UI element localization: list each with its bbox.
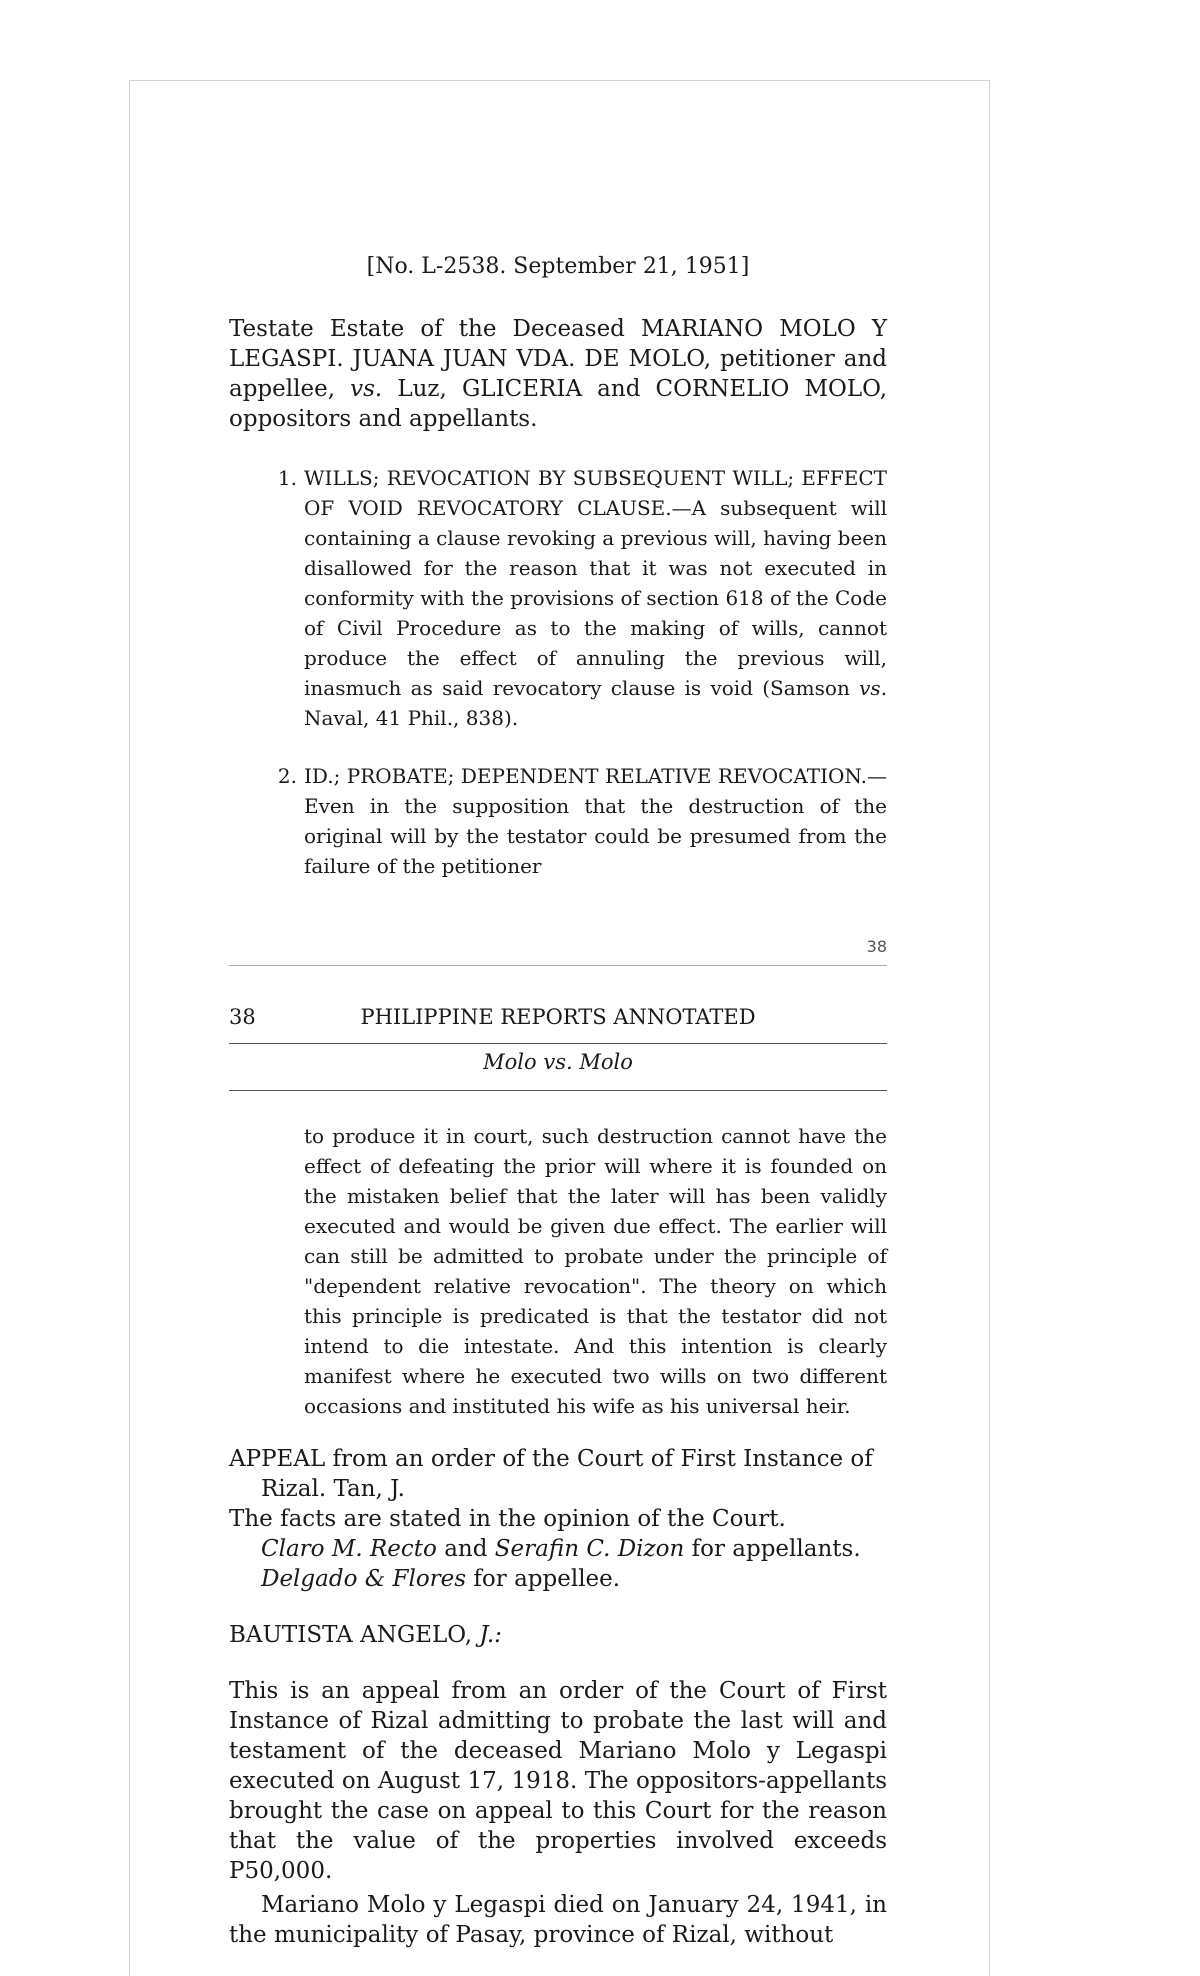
case-title-vs: vs. (350, 376, 383, 402)
case-short-a: Molo (483, 1050, 544, 1074)
opinion-body (229, 1676, 887, 1954)
case-title-part2: Luz, GLICERIA and CORNELIO MOLO, oppositors and appellants. (229, 376, 888, 432)
counsel-name: Delgado & Flores (261, 1566, 467, 1592)
syllabus-vs: vs. (859, 676, 887, 700)
header-rule (229, 1043, 887, 1044)
ponente-title: J.: (479, 1622, 502, 1648)
docket-number: [No. L-2538. September 21, 1951] (366, 254, 750, 279)
running-header (229, 1005, 887, 1029)
opinion-paragraph: This is an appeal from an order of the Court of First Instance of Rizal admitting to probate the last will and testament of the deceased Mariano Molo y Legaspi executed on August 17, 1918. The oppositors-appellants brought the case on appeal to this Court for the reason that the value of the properties involved exceeds P50,000. (229, 1678, 887, 1884)
case-title (229, 314, 887, 434)
footer-page-number: 38 (866, 937, 887, 956)
running-case-name (229, 1050, 887, 1074)
syllabus-text-a: WILLS; REVOCATION BY SUBSEQUENT WILL; EFFECT OF VOID REVOCATORY CLAUSE.—A subsequent will containing a clause revoking a previous will, having been disallowed for the reason that it was not executed in conformity with the provisions of section 618 of the Code of Civil Procedure as to the making of wills, cannot produce the effect of annuling the previous will, inasmuch as said revocatory clause is void (Samson (304, 466, 887, 700)
page-break-divider (229, 965, 887, 966)
running-title: PHILIPPINE REPORTS ANNOTATED (360, 1005, 756, 1029)
syllabus-number: 2. (277, 764, 297, 788)
syllabus-text (304, 463, 887, 733)
counsel-role: for appellants. (684, 1536, 861, 1562)
counsel-and: and (436, 1536, 495, 1562)
syllabus-text: ID.; PROBATE; DEPENDENT RELATIVE REVOCATION.—Even in the supposition that the destruction of the original will by the testator could be presumed from the failure of the petitioner (304, 764, 887, 878)
appeal-block (229, 1444, 887, 1594)
syllabus-item-2 (229, 761, 887, 881)
counsel-appellee (229, 1564, 887, 1594)
counsel-role: for appellee. (466, 1566, 621, 1592)
syllabus-number: 1. (277, 466, 297, 490)
ponente (229, 1622, 887, 1648)
counsel-appellants (229, 1534, 887, 1564)
appeal-line: APPEAL from an order of the Court of First Instance of Rizal. Tan, J. (229, 1446, 873, 1502)
facts-line: The facts are stated in the opinion of the Court. (229, 1506, 786, 1532)
counsel-name: Claro M. Recto (261, 1536, 437, 1562)
syllabus-text-b: Naval, 41 Phil., 838). (304, 706, 519, 730)
document-page (129, 80, 990, 1976)
syllabus-continued: to produce it in court, such destruction cannot have the effect of defeating the prior will where it is founded on the mistaken belief that the later will has been validly executed and would be given due effect. The earlier will can still be admitted to probate under the principle of "dependent relative revocation". The theory on which this principle is predicated is that the testator did not intend to die intestate. And this intention is clearly manifest where he executed two wills on two different occasions and instituted his wife as his universal heir. (304, 1124, 887, 1418)
ponente-name: BAUTISTA ANGELO, (229, 1622, 480, 1648)
running-page-number: 38 (229, 1005, 256, 1029)
case-short-vs: vs. (543, 1050, 573, 1074)
header-rule-bottom (229, 1090, 887, 1091)
case-short-b: Molo (572, 1050, 633, 1074)
syllabus-item-1 (229, 463, 887, 733)
case-title-part1: Testate Estate of the Deceased MARIANO MOLO Y LEGASPI. JUANA JUAN VDA. DE MOLO, petitioner and appellee, (229, 316, 887, 402)
opinion-paragraph: Mariano Molo y Legaspi died on January 24, 1941, in the municipality of Pasay, province of Rizal, without (229, 1892, 887, 1948)
counsel-name: Serafin C. Dizon (494, 1536, 685, 1562)
